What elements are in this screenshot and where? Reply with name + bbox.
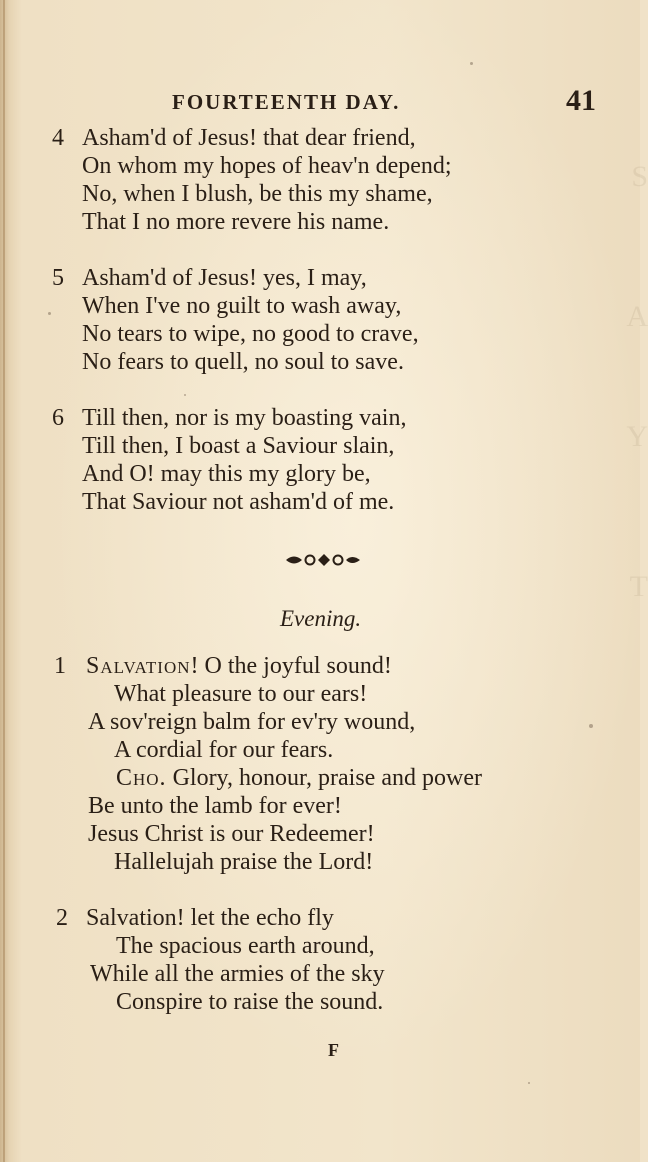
- opening-word: Salvation: [86, 653, 191, 679]
- verse-first-line: [86, 652, 392, 680]
- verse-line: When I've no guilt to wash away,: [82, 293, 402, 319]
- chorus-label: Cho.: [116, 765, 167, 791]
- verse-line: That Saviour not asham'd of me.: [82, 489, 395, 515]
- verse-line: No tears to wipe, no good to crave,: [82, 321, 419, 347]
- verse-number: 5: [52, 265, 64, 291]
- paper-speck: [48, 312, 51, 315]
- verse-line: What pleasure to our ears!: [114, 681, 368, 707]
- verse-line: The spacious earth around,: [116, 933, 375, 959]
- show-through-texture: S: [631, 160, 648, 193]
- page-header: [0, 84, 640, 124]
- verse-line: Conspire to raise the sound.: [116, 989, 384, 1015]
- show-through-texture: A: [626, 300, 648, 333]
- running-head: FOURTEENTH DAY.: [172, 90, 401, 114]
- verse-line: That I no more revere his name.: [82, 209, 390, 235]
- page-number: 41: [566, 84, 596, 117]
- verse-number: 1: [54, 653, 66, 679]
- verse-line: On whom my hopes of heav'n depend;: [82, 153, 452, 179]
- verse-line: Asham'd of Jesus! yes, I may,: [82, 265, 367, 291]
- first-line-rest: ! O the joyful sound!: [190, 653, 392, 679]
- paper-speck: [184, 394, 186, 396]
- binding-gutter: [3, 0, 5, 1162]
- section-heading-evening: Evening.: [280, 606, 362, 631]
- verse-line: Till then, I boast a Saviour slain,: [82, 433, 395, 459]
- verse-line: Till then, nor is my boasting vain,: [82, 405, 407, 431]
- show-through-texture: T: [629, 570, 648, 603]
- verse-line: A cordial for our fears.: [114, 737, 334, 763]
- verse-number: 6: [52, 405, 64, 431]
- verse-number: 2: [56, 905, 68, 931]
- show-through-texture: Y: [626, 420, 648, 453]
- ornament-divider: [282, 548, 362, 572]
- verse-line: While all the armies of the sky: [90, 961, 385, 987]
- verse-number: 4: [52, 125, 64, 151]
- chorus-text: Glory, honour, praise and power: [172, 765, 482, 791]
- chorus-line: Hallelujah praise the Lord!: [114, 849, 374, 875]
- verse-line: No fears to quell, no soul to save.: [82, 349, 404, 375]
- verse-line: A sov'reign balm for ev'ry wound,: [88, 709, 416, 735]
- chorus-first-line: [116, 764, 482, 792]
- verse-line: No, when I blush, be this my shame,: [82, 181, 433, 207]
- chorus-line: Be unto the lamb for ever!: [88, 793, 342, 819]
- verse-line: And O! may this my glory be,: [82, 461, 371, 487]
- paper-speck: [528, 1082, 530, 1084]
- verse-line: Asham'd of Jesus! that dear friend,: [82, 125, 416, 151]
- chorus-line: Jesus Christ is our Redeemer!: [88, 821, 375, 847]
- verse-line: Salvation! let the echo fly: [86, 905, 334, 931]
- printer-signature-mark: F: [328, 1040, 339, 1060]
- paper-speck: [589, 724, 593, 728]
- paper-speck: [470, 62, 473, 65]
